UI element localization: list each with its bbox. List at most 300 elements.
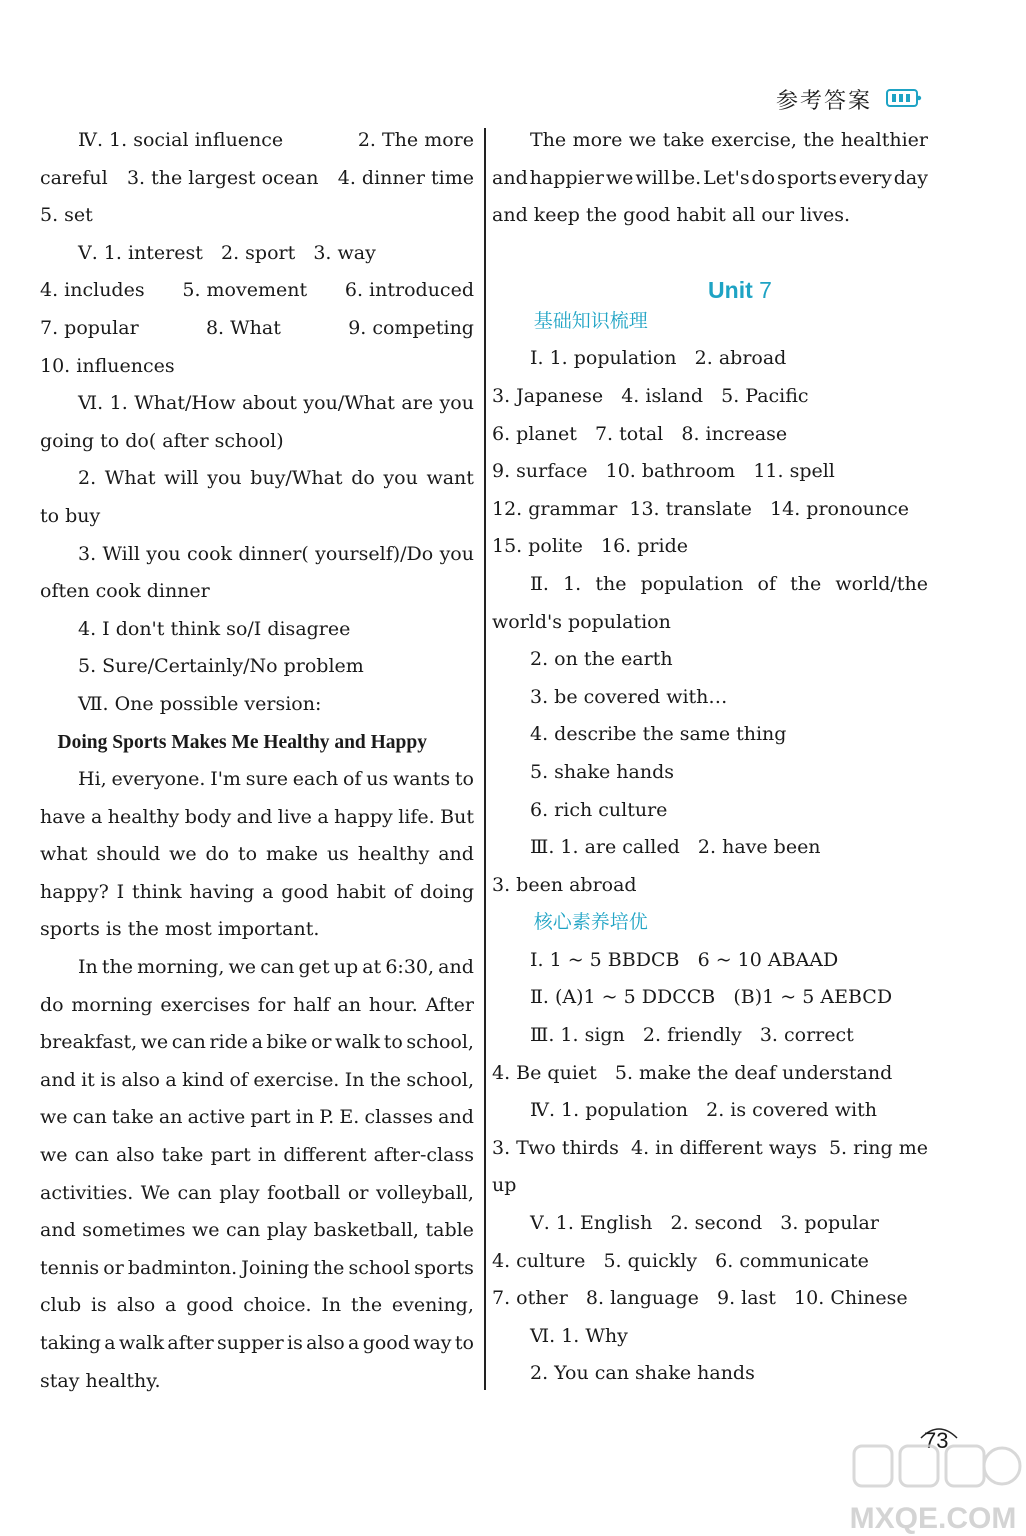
word: 2. xyxy=(78,467,97,490)
word: But xyxy=(440,805,474,828)
unit-word: Unit xyxy=(708,276,753,303)
word: school, xyxy=(406,1031,474,1054)
text-segment: 6. introduced xyxy=(344,279,474,302)
word: do xyxy=(751,166,776,189)
word: can xyxy=(171,1031,206,1054)
word: a xyxy=(104,1332,116,1354)
text-segment: 5. movement xyxy=(182,279,308,302)
word: exercises xyxy=(160,993,251,1016)
text-segment: 6. rich culture xyxy=(530,798,668,821)
word: E. xyxy=(339,1106,360,1129)
text-line xyxy=(492,378,928,416)
word: we xyxy=(191,1219,220,1242)
word: and xyxy=(40,1068,76,1091)
text-line xyxy=(40,1062,474,1100)
word: also xyxy=(116,1294,156,1317)
word: I xyxy=(116,880,125,903)
text-segment: 3. Japanese 4. island 5. Pacific xyxy=(492,384,809,407)
book-tab-icon xyxy=(886,88,922,108)
word: hour. xyxy=(368,993,418,1016)
word: Ⅵ. xyxy=(78,392,104,415)
text-line xyxy=(40,836,474,874)
word: at xyxy=(362,956,382,979)
word: We xyxy=(140,1181,171,1204)
text-segment: 4. in different ways xyxy=(631,1136,817,1159)
word: for xyxy=(257,993,286,1016)
text-segment: 8. What xyxy=(205,316,281,339)
text-line xyxy=(492,122,928,160)
word: healthy xyxy=(107,805,180,828)
word: world/the xyxy=(835,572,928,595)
text-line xyxy=(40,1250,474,1288)
text-line xyxy=(40,385,474,423)
word: you xyxy=(439,392,474,415)
basic-answers xyxy=(492,340,928,904)
word: can xyxy=(72,1106,107,1129)
word: about xyxy=(242,392,297,415)
text-line xyxy=(492,679,928,717)
text-segment: sports is the most important. xyxy=(40,918,320,941)
word: can xyxy=(74,1144,109,1167)
word: walk xyxy=(118,1332,165,1354)
word: get xyxy=(298,956,330,979)
word: or xyxy=(347,1181,369,1204)
word: What/How xyxy=(134,392,236,415)
text-segment: Ⅳ. 1. social influence xyxy=(78,129,284,151)
word: the xyxy=(350,1294,383,1317)
text-segment: 2. You can shake hands xyxy=(530,1362,755,1385)
word: also xyxy=(121,1068,160,1091)
text-segment: 3. Two thirds xyxy=(492,1136,619,1159)
text-segment: 9. competing xyxy=(348,316,474,339)
word: day xyxy=(893,166,928,189)
text-segment: 5. set xyxy=(40,204,93,227)
word: sports xyxy=(777,166,837,189)
word: P. xyxy=(319,1106,335,1129)
word: to xyxy=(454,768,474,791)
text-line xyxy=(492,1130,928,1168)
unit-number: 7 xyxy=(759,276,772,303)
word: happy xyxy=(334,805,393,828)
word: Ⅱ. xyxy=(530,572,549,595)
word: an xyxy=(158,1106,183,1129)
word: can xyxy=(177,1181,212,1204)
essay-conclusion xyxy=(492,122,928,235)
word: school, xyxy=(406,1068,474,1091)
text-line xyxy=(492,1355,928,1393)
page-number: 73 xyxy=(924,1428,949,1453)
word: also xyxy=(115,1144,155,1167)
word: can xyxy=(260,956,295,979)
text-line xyxy=(40,573,474,611)
word: in xyxy=(295,1106,315,1129)
text-segment: Doing Sports Makes Me Healthy and Happy xyxy=(57,731,427,753)
text-segment: Ⅴ. 1. English 2. second 3. popular xyxy=(530,1212,879,1235)
word: healthier xyxy=(840,129,928,151)
word: yourself)/Do xyxy=(315,542,434,565)
word: a xyxy=(348,1332,360,1354)
word: basketball, xyxy=(313,1219,419,1242)
word: of xyxy=(757,572,777,595)
text-segment: 4. culture 5. quickly 6. communicate xyxy=(492,1249,869,1272)
word: happy? xyxy=(40,880,109,903)
word: different xyxy=(283,1144,367,1167)
text-segment: Ⅰ. 1. population 2. abroad xyxy=(530,347,787,370)
text-line xyxy=(40,1024,474,1062)
text-segment: 4. dinner time xyxy=(337,166,474,189)
word: healthy xyxy=(357,843,430,866)
word: each xyxy=(292,768,339,791)
word: 1. xyxy=(563,572,582,595)
word: or xyxy=(103,1256,124,1279)
word: the xyxy=(101,956,133,979)
text-line xyxy=(40,1287,474,1325)
column-divider xyxy=(484,128,486,1390)
section-heading-core: 核心素养培优 xyxy=(533,911,648,934)
text-segment: and keep the good habit all our lives. xyxy=(492,204,851,227)
text-line xyxy=(492,1092,928,1130)
text-segment: 9. surface 10. bathroom 11. spell xyxy=(492,460,835,483)
word: the xyxy=(803,129,835,151)
word: good xyxy=(186,1294,234,1317)
text-line xyxy=(40,611,474,649)
word: take xyxy=(662,129,705,151)
text-segment: up xyxy=(492,1174,517,1197)
word: cook xyxy=(186,542,233,565)
word: are xyxy=(401,392,434,415)
word: classes xyxy=(364,1106,433,1129)
text-line xyxy=(40,460,474,498)
word: good xyxy=(281,880,329,903)
unit-title xyxy=(492,235,928,303)
word: do xyxy=(205,843,230,866)
word: after xyxy=(167,1332,214,1354)
text-line xyxy=(492,566,928,604)
text-line xyxy=(492,340,928,378)
word: we xyxy=(605,166,634,189)
text-line xyxy=(492,979,928,1017)
word: us xyxy=(326,843,349,866)
word: ride xyxy=(209,1031,249,1054)
text-segment: 3. be covered with… xyxy=(530,685,728,708)
text-segment: 4. I don't think so/I disagree xyxy=(78,617,351,640)
word: body xyxy=(184,805,232,828)
word: will xyxy=(635,166,670,189)
text-line xyxy=(492,754,928,792)
text-segment: Ⅱ. (A)1 ~ 5 DDCCB (B)1 ~ 5 AEBCD xyxy=(530,986,893,1009)
word: a xyxy=(251,1031,263,1054)
word: you xyxy=(207,467,242,490)
word: I'm xyxy=(210,768,241,791)
text-segment: 5. shake hands xyxy=(530,760,674,783)
word: do xyxy=(40,993,64,1016)
word: and xyxy=(438,1106,474,1129)
text-line xyxy=(492,1205,928,1243)
text-line xyxy=(492,604,928,642)
text-line xyxy=(492,867,928,905)
text-line xyxy=(40,949,474,987)
word: exercise. xyxy=(253,1068,340,1091)
word: play xyxy=(219,1181,260,1204)
word: everyone. xyxy=(111,768,206,791)
word: having xyxy=(189,880,255,903)
text-line xyxy=(492,1243,928,1281)
text-line xyxy=(492,416,928,454)
word: The xyxy=(530,129,567,151)
header-label: 参考答案 xyxy=(776,89,873,114)
text-line xyxy=(492,160,928,198)
text-line xyxy=(492,942,928,980)
word: half xyxy=(293,993,330,1016)
word: wants xyxy=(392,768,451,791)
word: will xyxy=(164,467,199,490)
text-segment: 3. been abroad xyxy=(492,873,637,896)
word: do xyxy=(351,467,375,490)
word: breakfast, xyxy=(40,1031,138,1054)
text-segment: Ⅵ. 1. Why xyxy=(530,1324,628,1347)
text-line xyxy=(492,528,928,566)
word: Let's xyxy=(703,166,750,189)
svg-text:MXQE.COM: MXQE.COM xyxy=(849,1502,1017,1535)
word: we xyxy=(140,1031,169,1054)
word: or xyxy=(310,1031,332,1054)
watermark-logo xyxy=(840,1440,1026,1536)
word: we xyxy=(169,843,197,866)
text-line xyxy=(40,1363,474,1401)
word: to xyxy=(454,1332,474,1354)
word: make xyxy=(265,843,319,866)
word: part xyxy=(250,1106,291,1129)
text-line xyxy=(40,987,474,1025)
text-segment: stay healthy. xyxy=(40,1369,161,1392)
text-line xyxy=(492,197,928,235)
word: part xyxy=(210,1144,251,1167)
word: take xyxy=(112,1106,154,1129)
word: 1. xyxy=(109,392,128,415)
word: be. xyxy=(671,166,702,189)
word: sports xyxy=(414,1256,474,1279)
text-segment: 12. grammar 13. translate 14. pronounce xyxy=(492,497,910,520)
text-line xyxy=(40,724,474,762)
text-segment: to buy xyxy=(40,504,101,527)
word: we xyxy=(228,956,257,979)
text-line xyxy=(40,197,474,235)
word: walk xyxy=(335,1031,381,1054)
word: dinner( xyxy=(238,542,309,565)
word: and xyxy=(236,805,273,828)
text-line xyxy=(40,1212,474,1250)
text-line xyxy=(492,453,928,491)
core-answers xyxy=(492,942,928,1393)
text-segment: 3. the largest ocean xyxy=(126,166,319,189)
word: an xyxy=(337,993,362,1016)
word: and xyxy=(438,843,474,866)
word: choice. xyxy=(243,1294,312,1317)
text-line xyxy=(40,911,474,949)
text-segment: Ⅶ. One possible version: xyxy=(78,692,322,715)
left-column xyxy=(40,122,474,1400)
text-line xyxy=(492,716,928,754)
word: 6:30, xyxy=(385,956,435,979)
word: the xyxy=(790,572,822,595)
word: club xyxy=(40,1294,82,1317)
text-line xyxy=(40,122,474,160)
word: we xyxy=(628,129,657,151)
word: sometimes xyxy=(82,1219,186,1242)
word: you xyxy=(146,542,181,565)
word: take xyxy=(161,1144,204,1167)
text-segment: 4. describe the same thing xyxy=(530,723,787,746)
word: have xyxy=(40,805,86,828)
text-segment: 4. Be quiet 5. make the deaf understand xyxy=(492,1061,893,1084)
text-line xyxy=(492,1055,928,1093)
text-line xyxy=(492,1167,928,1205)
word: football xyxy=(267,1181,341,1204)
word: bike xyxy=(266,1031,308,1054)
text-line xyxy=(492,491,928,529)
word: volleyball, xyxy=(375,1181,474,1204)
word: In xyxy=(78,956,98,979)
word: what xyxy=(40,843,88,866)
right-column xyxy=(492,122,928,1393)
text-segment: 5. Sure/Certainly/No problem xyxy=(78,655,364,678)
text-segment: Ⅰ. 1 ~ 5 BBDCB 6 ~ 10 ABAAD xyxy=(530,948,839,971)
word: morning xyxy=(71,993,153,1016)
word: a xyxy=(262,880,274,903)
word: Will xyxy=(102,542,140,565)
word: morning, xyxy=(137,956,225,979)
word: more xyxy=(572,129,623,151)
word: you xyxy=(383,467,418,490)
text-line xyxy=(40,536,474,574)
text-segment: careful xyxy=(40,166,108,189)
word: we xyxy=(40,1106,68,1129)
word: a xyxy=(317,805,329,828)
word: is xyxy=(287,1332,303,1354)
word: a xyxy=(90,805,103,828)
word: happier xyxy=(529,166,604,189)
text-segment: world's population xyxy=(492,610,671,633)
word: you/What xyxy=(303,392,395,415)
word: to xyxy=(383,1031,403,1054)
word: kind xyxy=(182,1068,225,1091)
text-segment: Ⅴ. 1. interest 2. sport 3. way xyxy=(78,241,376,264)
word: doing xyxy=(419,880,474,903)
word: is xyxy=(100,1068,117,1091)
text-line xyxy=(40,1325,474,1363)
text-line xyxy=(40,686,474,724)
text-segment: 10. influences xyxy=(40,354,175,377)
word: badminton. xyxy=(127,1256,238,1279)
word: the xyxy=(595,572,627,595)
word: want xyxy=(426,467,474,490)
word: also xyxy=(306,1332,345,1354)
word: a xyxy=(165,1294,177,1317)
word: exercise, xyxy=(710,129,797,151)
word: In xyxy=(344,1068,365,1091)
word: taking xyxy=(40,1332,101,1354)
word: population xyxy=(640,572,744,595)
word: table xyxy=(425,1219,474,1242)
text-segment: 7. popular xyxy=(40,316,139,339)
text-line xyxy=(40,1175,474,1213)
text-line xyxy=(492,1280,928,1318)
word: Joining xyxy=(241,1256,310,1279)
text-line xyxy=(40,348,474,386)
word: it xyxy=(81,1068,95,1091)
word: and xyxy=(438,956,474,979)
text-line xyxy=(40,1099,474,1137)
word: and xyxy=(40,1219,76,1242)
word: In xyxy=(321,1294,342,1317)
text-segment: 2. on the earth xyxy=(530,648,673,671)
text-segment: 4. includes xyxy=(40,279,145,302)
word: school xyxy=(348,1256,411,1279)
word: after-class xyxy=(373,1144,474,1167)
word: way xyxy=(413,1332,452,1354)
text-line xyxy=(40,1137,474,1175)
text-segment: often cook dinner xyxy=(40,580,210,603)
text-segment: 7. other 8. language 9. last 10. Chinese xyxy=(492,1287,908,1310)
word: can xyxy=(226,1219,261,1242)
word: of xyxy=(393,880,413,903)
word: live xyxy=(277,805,312,828)
word: in xyxy=(257,1144,277,1167)
text-segment: Ⅲ. 1. are called 2. have been xyxy=(530,836,821,859)
word: life. xyxy=(398,805,435,828)
word: play xyxy=(266,1219,308,1242)
word: evening, xyxy=(391,1294,474,1317)
text-segment: 5. ring me xyxy=(828,1136,928,1159)
text-line xyxy=(40,498,474,536)
word: the xyxy=(313,1256,345,1279)
word: think xyxy=(131,880,182,903)
word: After xyxy=(425,993,474,1016)
word: us xyxy=(366,768,389,791)
word: is xyxy=(90,1294,107,1317)
word: active xyxy=(187,1106,246,1129)
word: tennis xyxy=(40,1256,100,1279)
word: Hi, xyxy=(78,768,107,791)
word: of xyxy=(342,768,362,791)
text-segment: 15. polite 16. pride xyxy=(492,535,688,558)
word: of xyxy=(229,1068,248,1091)
word: 3. xyxy=(78,542,97,565)
word: should xyxy=(96,843,161,866)
text-segment: Ⅳ. 1. population 2. is covered with xyxy=(530,1099,877,1122)
text-line xyxy=(40,235,474,273)
text-line xyxy=(492,1318,928,1356)
word: buy/What xyxy=(250,467,343,490)
word: up xyxy=(333,956,359,979)
text-line xyxy=(40,272,474,310)
text-line xyxy=(492,829,928,867)
text-line xyxy=(40,799,474,837)
text-line xyxy=(40,310,474,348)
text-line xyxy=(40,423,474,461)
text-line xyxy=(492,641,928,679)
text-line xyxy=(492,1017,928,1055)
word: sure xyxy=(245,768,289,791)
text-line xyxy=(492,792,928,830)
text-line xyxy=(40,648,474,686)
word: activities. xyxy=(40,1181,134,1204)
word: good xyxy=(362,1332,410,1354)
text-segment: 6. planet 7. total 8. increase xyxy=(492,422,788,445)
word: What xyxy=(104,467,156,490)
word: every xyxy=(838,166,892,189)
text-line xyxy=(40,160,474,198)
